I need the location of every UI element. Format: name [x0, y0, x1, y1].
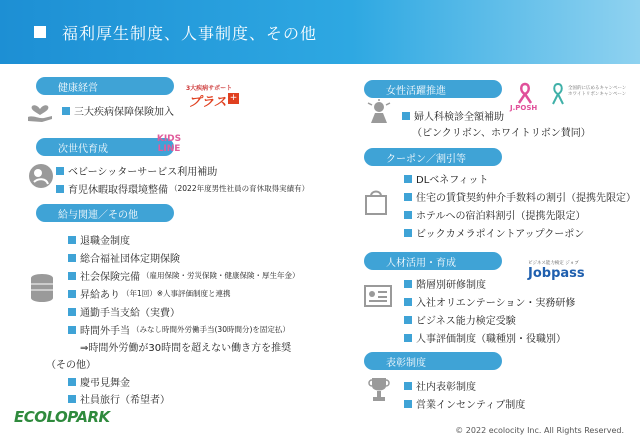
white-ribbon-icon [550, 82, 566, 106]
pink-ribbon-icon [506, 82, 544, 104]
bullet-icon [56, 185, 64, 193]
bullet-icon [404, 382, 412, 390]
bullet-icon [68, 378, 76, 386]
jposh-logo: J.POSH [506, 82, 544, 112]
overtime-note: ⇒時間外労働が30時間を超えない働き方を推奨 [80, 343, 292, 354]
list-item: 社員旅行（希望者） [68, 391, 170, 406]
section-label-hr [364, 252, 502, 270]
list-item: 慶弔見舞金 [68, 374, 130, 389]
list-item: 社会保険完備 （雇用保険・労災保険・健康保険・厚生年金） [68, 268, 300, 283]
coins-icon [28, 272, 56, 304]
list-item: 総合福祉団体定期保険 [68, 250, 180, 265]
bullet-icon [56, 167, 64, 175]
bullet-icon [404, 211, 412, 219]
bullet-icon [68, 326, 76, 334]
section-label-text: 人材活用・育成 [386, 257, 456, 269]
plus-logo: 3大疾病サポート プラス + [186, 85, 238, 110]
list-item: 社内表彰制度 [404, 378, 476, 393]
list-item: ビックカメラポイントアップクーポン [404, 225, 584, 240]
bullet-icon [68, 290, 76, 298]
section-label-text: 女性活躍推進 [386, 85, 446, 97]
certificate-icon [364, 284, 392, 308]
list-item: 入社オリエンテーション・実務研修 [404, 294, 575, 309]
list-item: 住宅の賃貸契約仲介手数料の割引（提携先限定） [404, 189, 636, 204]
bullet-icon [404, 193, 412, 201]
list-item: 営業インセンティブ制度 [404, 396, 525, 411]
bullet-icon [68, 308, 76, 316]
bullet-icon [404, 400, 412, 408]
white-ribbon-logo: 全国的に広めるキャンペーン ホワイトリボンキャンペーン [550, 80, 628, 110]
section-label-text: 健康経営 [58, 82, 98, 94]
section-label-award [364, 352, 502, 370]
page-title: 福利厚生制度、人事制度、その他 [62, 23, 318, 43]
shopping-bag-icon [364, 188, 388, 216]
list-item: 通勤手当支給（実費） [68, 304, 180, 319]
list-item: 人事評価制度（職種別・役職別） [404, 330, 566, 345]
page-header [0, 0, 640, 64]
bullet-icon [68, 272, 76, 280]
list-item: ホテルへの宿泊料割引（提携先限定） [404, 207, 586, 222]
women-icon [366, 99, 392, 125]
bullet-icon [404, 316, 412, 324]
list-item: 退職金制度 [68, 232, 130, 247]
bullet-icon [404, 175, 412, 183]
bullet-icon [402, 112, 410, 120]
bullet-icon [404, 280, 412, 288]
section-label-coupon [364, 148, 502, 166]
heart-hand-icon [26, 97, 54, 123]
mother-baby-icon [28, 162, 54, 190]
jobpass-logo: ビジネス能力検定 ジョブ Jobpass [528, 261, 585, 281]
list-item: 階層別研修制度 [404, 276, 486, 291]
bullet-icon [68, 236, 76, 244]
bullet-icon [404, 298, 412, 306]
section-label-women [364, 80, 502, 98]
section-label-salary [36, 204, 174, 222]
section-label-text: 表彰制度 [386, 357, 426, 369]
bullet-icon [62, 107, 70, 115]
kidsline-logo: KIDS LINE [156, 134, 182, 154]
bullet-icon [68, 254, 76, 262]
bullet-icon [404, 334, 412, 342]
other-label: （その他） [46, 360, 96, 371]
list-item: 三大疾病保障保険加入 [62, 103, 174, 118]
list-item: ビジネス能力検定受験 [404, 312, 516, 327]
bullet-icon [68, 395, 76, 403]
list-item: 婦人科検診全額補助 [402, 108, 504, 123]
list-item: 育児休暇取得環境整備 （2022年度男性社員の育休取得実績有） [56, 181, 309, 196]
list-item: 時間外手当 （みなし時間外労働手当(30時間分)を固定払） [68, 322, 290, 337]
header-square-icon [34, 26, 46, 38]
bullet-icon [404, 229, 412, 237]
plus-icon: + [229, 93, 238, 103]
list-item: DLベネフィット [404, 171, 488, 186]
section-label-health [36, 77, 174, 95]
list-item: 昇給あり （年1回）※人事評価制度と連携 [68, 286, 231, 301]
section-label-text: クーポン／割引等 [386, 153, 466, 165]
women-sub-note: （ピンクリボン、ホワイトリボン賛同） [412, 128, 591, 139]
copyright: © 2022 ecolocity Inc. All Rights Reserved. [455, 426, 624, 435]
list-item: ベビーシッターサービス利用補助 [56, 163, 217, 178]
section-label-text: 次世代育成 [58, 143, 108, 155]
trophy-icon [368, 376, 390, 404]
section-label-text: 給与関連／その他 [58, 209, 138, 221]
